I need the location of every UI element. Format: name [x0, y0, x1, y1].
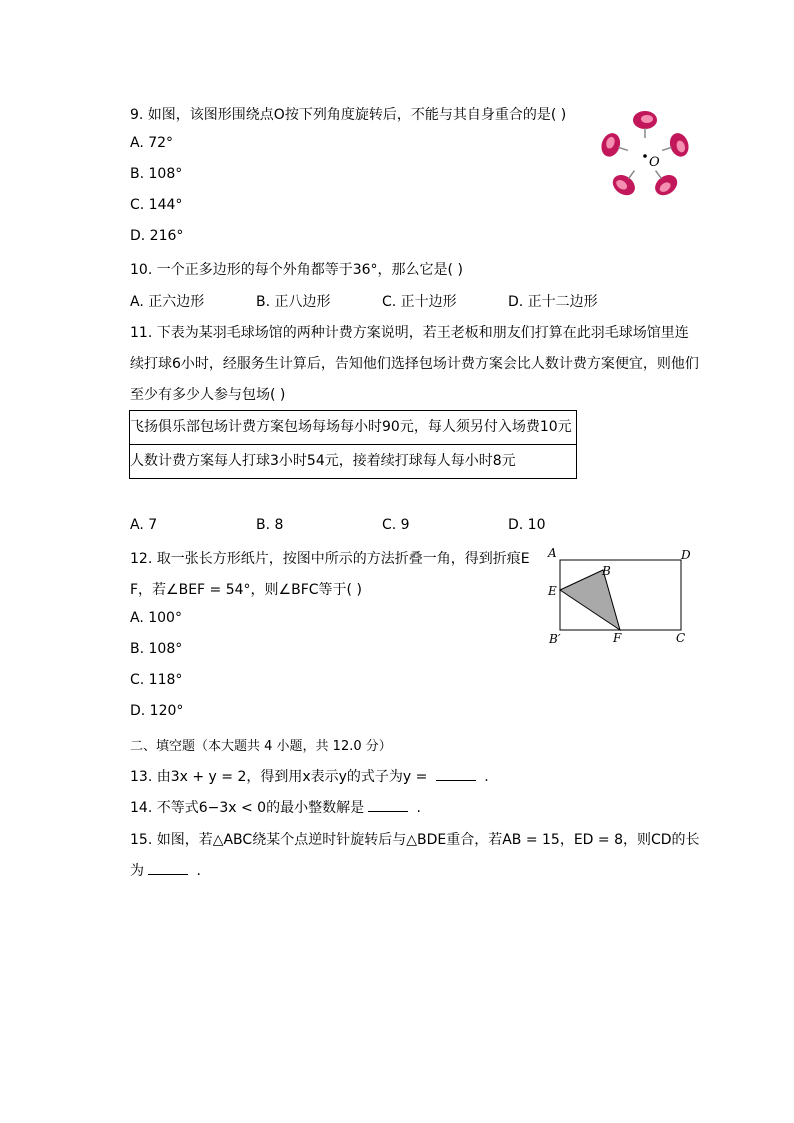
q9-option-b: B. 108°: [130, 166, 183, 182]
q10-option-b: B. 正八边形: [256, 294, 331, 310]
q10-option-c: C. 正十边形: [382, 294, 457, 310]
table-row: 人数计费方案每人打球3小时54元，接着续打球每人每小时8元: [130, 453, 516, 469]
label-e: E: [548, 584, 557, 598]
q11-pricing-table: [129, 410, 577, 479]
q12-stem-line-2: F，若∠BEF = 54°，则∠BFC等于( ): [130, 582, 362, 598]
label-b: B: [602, 564, 611, 578]
q15-text: 为: [130, 863, 144, 879]
q15-line-2: [130, 860, 201, 880]
q12-option-b: B. 108°: [130, 641, 183, 657]
q15-line-1: 15. 如图，若△ABC绕某个点逆时针旋转后与△BDE重合，若AB = 15，ED = 8，则CD的长: [130, 832, 700, 848]
label-d: D: [681, 548, 691, 562]
q15-answer-blank[interactable]: [148, 860, 188, 875]
q13-tail: .: [479, 769, 489, 785]
q11-stem-line-3: 至少有多少人参与包场( ): [130, 387, 286, 403]
q11-option-c: C. 9: [382, 517, 410, 533]
petal-1: [633, 111, 657, 138]
label-f: F: [613, 631, 622, 645]
q15-tail: .: [192, 863, 201, 879]
q12-option-d: D. 120°: [130, 703, 184, 719]
section-2-heading: 二、填空题（本大题共 4 小题，共 12.0 分）: [130, 739, 392, 754]
q10-option-a: A. 正六边形: [130, 294, 205, 310]
q9-stem: 9. 如图，该图形围绕点O按下列角度旋转后，不能与其自身重合的是( ): [130, 107, 567, 123]
q10-option-d: D. 正十二边形: [508, 294, 598, 310]
q14-tail: .: [412, 800, 421, 816]
label-b-prime: B′: [549, 632, 561, 646]
q11-stem-line-2: 续打球6小时，经服务生计算后，告知他们选择包场计费方案会比人数计费方案便宜，则他们: [130, 356, 699, 372]
q12-option-a: A. 100°: [130, 610, 182, 626]
q12-stem-line-1: 12. 取一张长方形纸片，按图中所示的方法折叠一角，得到折痕E: [130, 551, 530, 567]
q9-option-c: C. 144°: [130, 197, 183, 213]
q13-answer-blank[interactable]: [436, 766, 476, 781]
label-a: A: [548, 546, 557, 560]
q12-option-c: C. 118°: [130, 672, 183, 688]
q14-answer-blank[interactable]: [368, 797, 408, 812]
q11-stem-line-1: 11. 下表为某羽毛球场馆的两种计费方案说明，若王老板和朋友们打算在此羽毛球场馆里连: [130, 325, 689, 341]
q11-option-b: B. 8: [256, 517, 284, 533]
flower-rotation-figure: [596, 104, 694, 200]
table-row: 飞扬俱乐部包场计费方案包场每场每小时90元，每人须另付入场费10元: [130, 411, 576, 445]
q9-option-d: D. 216°: [130, 228, 184, 244]
q13-text: 13. 由3x + y = 2，得到用x表示y的式子为y =: [130, 769, 432, 785]
q13: [130, 766, 489, 786]
label-c: C: [676, 631, 686, 645]
point-o-label: O: [649, 155, 660, 170]
folded-rectangle-figure: [540, 544, 700, 648]
q14-text: 14. 不等式6−3x < 0的最小整数解是: [130, 800, 365, 816]
q9-option-a: A. 72°: [130, 135, 174, 151]
q10-stem: 10. 一个正多边形的每个外角都等于36°，那么它是( ): [130, 262, 463, 278]
q14: [130, 797, 421, 817]
q11-option-a: A. 7: [130, 517, 158, 533]
q11-option-d: D. 10: [508, 517, 546, 533]
